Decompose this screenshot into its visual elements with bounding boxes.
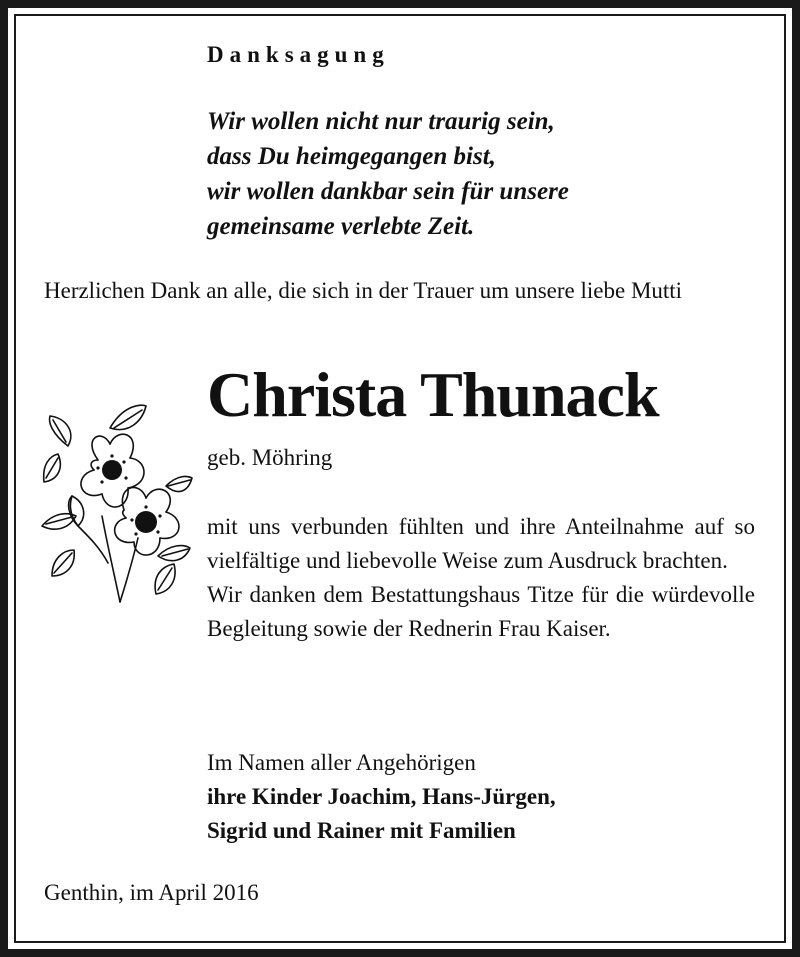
- signature-block: [207, 746, 556, 848]
- poem-line: wir wollen dankbar sein für unsere: [207, 178, 569, 205]
- body-paragraph: mit uns verbunden fühlten und ihre Anteilnahme auf so vielfältige und liebevolle Weise zum Ausdruck brachten.: [207, 514, 755, 573]
- poem-line: gemeinsame verlebte Zeit.: [207, 213, 475, 240]
- signature-names-line: Sigrid und Rainer mit Familien: [207, 818, 516, 843]
- poem-line: Wir wollen nicht nur traurig sein,: [207, 108, 555, 135]
- poem-line: dass Du heimgegangen bist,: [207, 143, 496, 170]
- signature-intro: Im Namen aller Angehörigen: [207, 750, 476, 775]
- body-paragraph: Wir danken dem Bestattungshaus Titze für die würdevolle Begleitung sowie der Rednerin Frau Kaiser.: [207, 582, 755, 641]
- poem: [207, 104, 569, 244]
- maiden-name: geb. Möhring: [207, 445, 333, 470]
- intro-text: Herzlichen Dank an alle, die sich in der Trauer um unsere liebe Mutti: [44, 278, 683, 303]
- deceased-name: Christa Thunack: [207, 359, 659, 430]
- flower-illustration-icon: [38, 398, 194, 606]
- heading: Danksagung: [207, 42, 390, 67]
- signature-names-line: ihre Kinder Joachim, Hans-Jürgen,: [207, 784, 556, 809]
- place-date: Genthin, im April 2016: [44, 880, 259, 905]
- body-text: [207, 510, 755, 646]
